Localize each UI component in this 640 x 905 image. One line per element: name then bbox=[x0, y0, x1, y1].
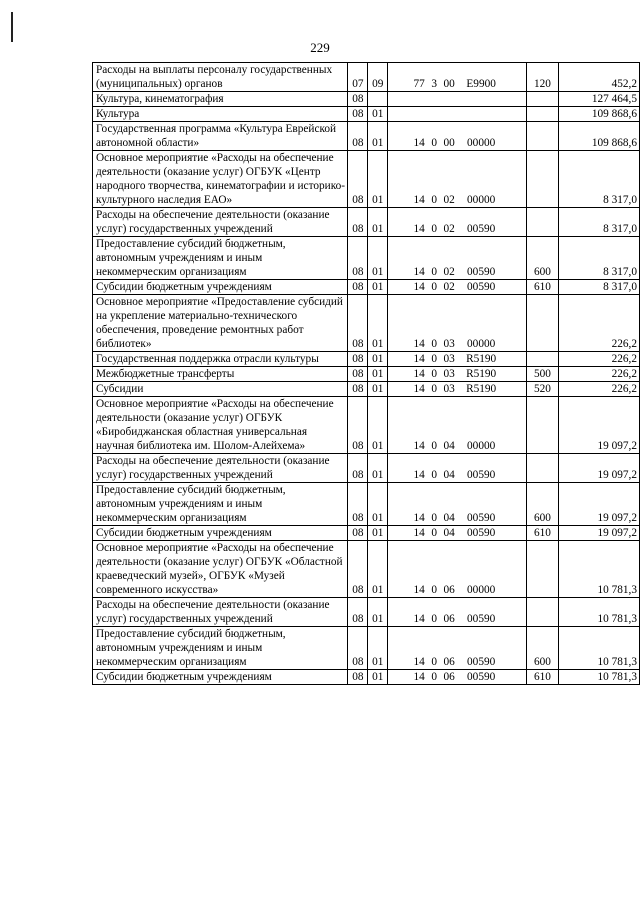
target-article-part: 00590 bbox=[467, 613, 496, 625]
expense-type-code bbox=[527, 352, 559, 367]
row-name: Субсидии бюджетным учреждениям bbox=[93, 670, 348, 685]
amount-value: 109 868,6 bbox=[558, 122, 639, 151]
subsection-code: 01 bbox=[368, 208, 388, 237]
section-code: 08 bbox=[348, 208, 368, 237]
target-article-part: 0 bbox=[431, 671, 437, 683]
target-article-part: 0 bbox=[431, 440, 437, 452]
target-article-part: 0 bbox=[431, 584, 437, 596]
target-article-part: 00 bbox=[443, 78, 455, 90]
amount-value: 127 464,5 bbox=[558, 92, 639, 107]
target-article-part: 0 bbox=[431, 266, 437, 278]
subsection-code: 01 bbox=[368, 367, 388, 382]
table-row bbox=[93, 151, 640, 208]
section-code: 08 bbox=[348, 237, 368, 280]
target-article-part: R5190 bbox=[466, 368, 497, 380]
expense-type-code bbox=[527, 122, 559, 151]
amount-value: 10 781,3 bbox=[558, 541, 639, 598]
target-article-part: 02 bbox=[443, 194, 455, 206]
amount-value: 226,2 bbox=[558, 352, 639, 367]
section-code: 08 bbox=[348, 295, 368, 352]
section-code: 08 bbox=[348, 454, 368, 483]
target-article-code bbox=[388, 208, 527, 237]
target-article-part: 14 bbox=[413, 368, 425, 380]
target-article-part: 14 bbox=[413, 383, 425, 395]
subsection-code: 01 bbox=[368, 598, 388, 627]
expense-type-code: 600 bbox=[527, 237, 559, 280]
table-row bbox=[93, 352, 640, 367]
expense-type-code: 120 bbox=[527, 63, 559, 92]
amount-value: 226,2 bbox=[558, 295, 639, 352]
target-article-code bbox=[388, 237, 527, 280]
target-article-code bbox=[388, 63, 527, 92]
target-article-part: 77 bbox=[413, 78, 425, 90]
target-article-part: 0 bbox=[431, 338, 437, 350]
table-row bbox=[93, 483, 640, 526]
row-name: Культура bbox=[93, 107, 348, 122]
expense-type-code bbox=[527, 295, 559, 352]
row-name: Межбюджетные трансферты bbox=[93, 367, 348, 382]
section-code: 08 bbox=[348, 627, 368, 670]
table-row bbox=[93, 454, 640, 483]
target-article-part: 02 bbox=[443, 223, 455, 235]
table-row bbox=[93, 541, 640, 598]
target-article-code bbox=[388, 627, 527, 670]
target-article-part: 14 bbox=[413, 194, 425, 206]
expense-type-code: 600 bbox=[527, 627, 559, 670]
subsection-code: 01 bbox=[368, 397, 388, 454]
amount-value: 10 781,3 bbox=[558, 670, 639, 685]
amount-value: 8 317,0 bbox=[558, 280, 639, 295]
target-article-part: 14 bbox=[413, 223, 425, 235]
row-name: Субсидии бюджетным учреждениям bbox=[93, 526, 348, 541]
target-article-part: 00590 bbox=[467, 223, 496, 235]
subsection-code: 01 bbox=[368, 382, 388, 397]
table-row bbox=[93, 208, 640, 237]
section-code: 08 bbox=[348, 526, 368, 541]
expense-type-code bbox=[527, 454, 559, 483]
target-article-code bbox=[388, 526, 527, 541]
table-row bbox=[93, 367, 640, 382]
budget-table bbox=[92, 62, 640, 685]
amount-value: 19 097,2 bbox=[558, 526, 639, 541]
target-article-part: 0 bbox=[431, 194, 437, 206]
table-row bbox=[93, 280, 640, 295]
target-article-part: 0 bbox=[431, 656, 437, 668]
expense-type-code: 610 bbox=[527, 280, 559, 295]
section-code: 08 bbox=[348, 541, 368, 598]
section-code: 08 bbox=[348, 92, 368, 107]
target-article-part: 00000 bbox=[467, 584, 496, 596]
row-name: Государственная программа «Культура Еврейской автономной области» bbox=[93, 122, 348, 151]
row-name: Культура, кинематография bbox=[93, 92, 348, 107]
subsection-code: 01 bbox=[368, 541, 388, 598]
subsection-code: 09 bbox=[368, 63, 388, 92]
table-row bbox=[93, 670, 640, 685]
subsection-code: 01 bbox=[368, 280, 388, 295]
target-article-part: 0 bbox=[431, 527, 437, 539]
target-article-part: 00000 bbox=[467, 194, 496, 206]
target-article-part: 14 bbox=[413, 671, 425, 683]
target-article-part: 03 bbox=[443, 383, 455, 395]
page-number: 229 bbox=[310, 40, 330, 55]
target-article-part: 14 bbox=[413, 469, 425, 481]
subsection-code: 01 bbox=[368, 627, 388, 670]
target-article-part: 0 bbox=[431, 613, 437, 625]
table-row bbox=[93, 107, 640, 122]
row-name: Основное мероприятие «Расходы на обеспечение деятельности (оказание услуг) ОГБУК «Биробиджанская областная универсальная научная библиотека им. Шолом-Алейхема» bbox=[93, 397, 348, 454]
target-article-part: 06 bbox=[443, 671, 455, 683]
target-article-part: 02 bbox=[443, 281, 455, 293]
table-row bbox=[93, 295, 640, 352]
target-article-part: 03 bbox=[443, 353, 455, 365]
subsection-code: 01 bbox=[368, 483, 388, 526]
row-name: Основное мероприятие «Предоставление субсидий на укрепление материально-технического обеспечения, проведение ремонтных работ библиотек» bbox=[93, 295, 348, 352]
amount-value: 8 317,0 bbox=[558, 237, 639, 280]
row-name: Основное мероприятие «Расходы на обеспечение деятельности (оказание услуг) ОГБУК «Областной краеведческий музей», ОГБУК «Музей современного искусства» bbox=[93, 541, 348, 598]
row-name: Основное мероприятие «Расходы на обеспечение деятельности (оказание услуг) ОГБУК «Центр народного творчества, кинематографии и историко-культурного наследия ЕАО» bbox=[93, 151, 348, 208]
amount-value: 19 097,2 bbox=[558, 454, 639, 483]
target-article-code bbox=[388, 541, 527, 598]
target-article-part: 06 bbox=[443, 613, 455, 625]
target-article-part: 04 bbox=[443, 440, 455, 452]
target-article-part: 04 bbox=[443, 527, 455, 539]
expense-type-code bbox=[527, 151, 559, 208]
row-name: Субсидии бюджетным учреждениям bbox=[93, 280, 348, 295]
target-article-part: 14 bbox=[413, 527, 425, 539]
target-article-code bbox=[388, 352, 527, 367]
target-article-code bbox=[388, 598, 527, 627]
amount-value: 109 868,6 bbox=[558, 107, 639, 122]
target-article-part: 0 bbox=[431, 383, 437, 395]
subsection-code: 01 bbox=[368, 352, 388, 367]
row-name: Государственная поддержка отрасли культуры bbox=[93, 352, 348, 367]
target-article-part: 06 bbox=[443, 656, 455, 668]
target-article-part: 14 bbox=[413, 656, 425, 668]
target-article-part: R5190 bbox=[466, 383, 497, 395]
row-name: Предоставление субсидий бюджетным, автономным учреждениям и иным некоммерческим организациям bbox=[93, 483, 348, 526]
expense-type-code: 610 bbox=[527, 526, 559, 541]
section-code: 08 bbox=[348, 483, 368, 526]
target-article-part: 14 bbox=[413, 338, 425, 350]
table-row bbox=[93, 598, 640, 627]
amount-value: 452,2 bbox=[558, 63, 639, 92]
table-row bbox=[93, 397, 640, 454]
amount-value: 8 317,0 bbox=[558, 151, 639, 208]
target-article-code bbox=[388, 92, 527, 107]
subsection-code: 01 bbox=[368, 151, 388, 208]
table-row bbox=[93, 382, 640, 397]
target-article-part: 0 bbox=[431, 368, 437, 380]
target-article-part: 0 bbox=[431, 469, 437, 481]
row-name: Расходы на выплаты персоналу государственных (муниципальных) органов bbox=[93, 63, 348, 92]
expense-type-code: 500 bbox=[527, 367, 559, 382]
target-article-code bbox=[388, 397, 527, 454]
expense-type-code bbox=[527, 541, 559, 598]
amount-value: 19 097,2 bbox=[558, 397, 639, 454]
table-row bbox=[93, 526, 640, 541]
subsection-code: 01 bbox=[368, 295, 388, 352]
section-code: 08 bbox=[348, 280, 368, 295]
section-code: 08 bbox=[348, 598, 368, 627]
target-article-part: 00590 bbox=[467, 469, 496, 481]
target-article-part: 00000 bbox=[467, 338, 496, 350]
target-article-code bbox=[388, 122, 527, 151]
row-name: Расходы на обеспечение деятельности (оказание услуг) государственных учреждений bbox=[93, 208, 348, 237]
target-article-part: 0 bbox=[431, 512, 437, 524]
section-code: 08 bbox=[348, 122, 368, 151]
table-row bbox=[93, 63, 640, 92]
subsection-code: 01 bbox=[368, 454, 388, 483]
subsection-code: 01 bbox=[368, 526, 388, 541]
target-article-code bbox=[388, 107, 527, 122]
row-name: Предоставление субсидий бюджетным, автономным учреждениям и иным некоммерческим организациям bbox=[93, 237, 348, 280]
target-article-code bbox=[388, 280, 527, 295]
subsection-code: 01 bbox=[368, 670, 388, 685]
target-article-code bbox=[388, 382, 527, 397]
subsection-code: 01 bbox=[368, 122, 388, 151]
target-article-part: 00 bbox=[443, 137, 455, 149]
target-article-part: 14 bbox=[413, 613, 425, 625]
amount-value: 226,2 bbox=[558, 382, 639, 397]
section-code: 08 bbox=[348, 382, 368, 397]
expense-type-code: 520 bbox=[527, 382, 559, 397]
section-code: 07 bbox=[348, 63, 368, 92]
target-article-part: 14 bbox=[413, 137, 425, 149]
subsection-code: 01 bbox=[368, 237, 388, 280]
amount-value: 8 317,0 bbox=[558, 208, 639, 237]
expense-type-code bbox=[527, 208, 559, 237]
target-article-part: 03 bbox=[443, 368, 455, 380]
target-article-part: 00590 bbox=[467, 281, 496, 293]
expense-type-code bbox=[527, 107, 559, 122]
target-article-part: E9900 bbox=[466, 78, 496, 90]
expense-type-code bbox=[527, 92, 559, 107]
target-article-part: 14 bbox=[413, 266, 425, 278]
expense-type-code bbox=[527, 397, 559, 454]
target-article-part: 00590 bbox=[467, 512, 496, 524]
target-article-part: 00590 bbox=[467, 266, 496, 278]
amount-value: 226,2 bbox=[558, 367, 639, 382]
target-article-part: 14 bbox=[413, 512, 425, 524]
amount-value: 19 097,2 bbox=[558, 483, 639, 526]
target-article-code bbox=[388, 483, 527, 526]
expense-type-code bbox=[527, 598, 559, 627]
target-article-part: 14 bbox=[413, 353, 425, 365]
expense-type-code: 610 bbox=[527, 670, 559, 685]
target-article-part: 14 bbox=[413, 281, 425, 293]
budget-table-body bbox=[93, 63, 640, 685]
section-code: 08 bbox=[348, 352, 368, 367]
target-article-code bbox=[388, 151, 527, 208]
target-article-code bbox=[388, 454, 527, 483]
target-article-part: 0 bbox=[431, 137, 437, 149]
section-code: 08 bbox=[348, 670, 368, 685]
row-name: Предоставление субсидий бюджетным, автономным учреждениям и иным некоммерческим организациям bbox=[93, 627, 348, 670]
table-row bbox=[93, 627, 640, 670]
expense-type-code: 600 bbox=[527, 483, 559, 526]
target-article-part: 0 bbox=[431, 223, 437, 235]
target-article-part: 04 bbox=[443, 512, 455, 524]
section-code: 08 bbox=[348, 367, 368, 382]
target-article-part: 14 bbox=[413, 440, 425, 452]
target-article-part: 0 bbox=[431, 281, 437, 293]
row-name: Субсидии bbox=[93, 382, 348, 397]
section-code: 08 bbox=[348, 107, 368, 122]
target-article-part: 04 bbox=[443, 469, 455, 481]
amount-value: 10 781,3 bbox=[558, 598, 639, 627]
target-article-part: 00590 bbox=[467, 671, 496, 683]
target-article-part: 14 bbox=[413, 584, 425, 596]
section-code: 08 bbox=[348, 397, 368, 454]
target-article-part: 00590 bbox=[467, 527, 496, 539]
table-row bbox=[93, 92, 640, 107]
margin-mark bbox=[11, 12, 13, 42]
row-name: Расходы на обеспечение деятельности (оказание услуг) государственных учреждений bbox=[93, 454, 348, 483]
section-code: 08 bbox=[348, 151, 368, 208]
target-article-part: 06 bbox=[443, 584, 455, 596]
row-name: Расходы на обеспечение деятельности (оказание услуг) государственных учреждений bbox=[93, 598, 348, 627]
table-row bbox=[93, 237, 640, 280]
target-article-part: 3 bbox=[431, 78, 437, 90]
target-article-part: R5190 bbox=[466, 353, 497, 365]
target-article-code bbox=[388, 295, 527, 352]
subsection-code bbox=[368, 92, 388, 107]
target-article-part: 00590 bbox=[467, 656, 496, 668]
target-article-part: 0 bbox=[431, 353, 437, 365]
target-article-code bbox=[388, 367, 527, 382]
target-article-part: 00000 bbox=[467, 137, 496, 149]
target-article-part: 00000 bbox=[467, 440, 496, 452]
subsection-code: 01 bbox=[368, 107, 388, 122]
table-row bbox=[93, 122, 640, 151]
target-article-part: 03 bbox=[443, 338, 455, 350]
target-article-code bbox=[388, 670, 527, 685]
amount-value: 10 781,3 bbox=[558, 627, 639, 670]
target-article-part: 02 bbox=[443, 266, 455, 278]
